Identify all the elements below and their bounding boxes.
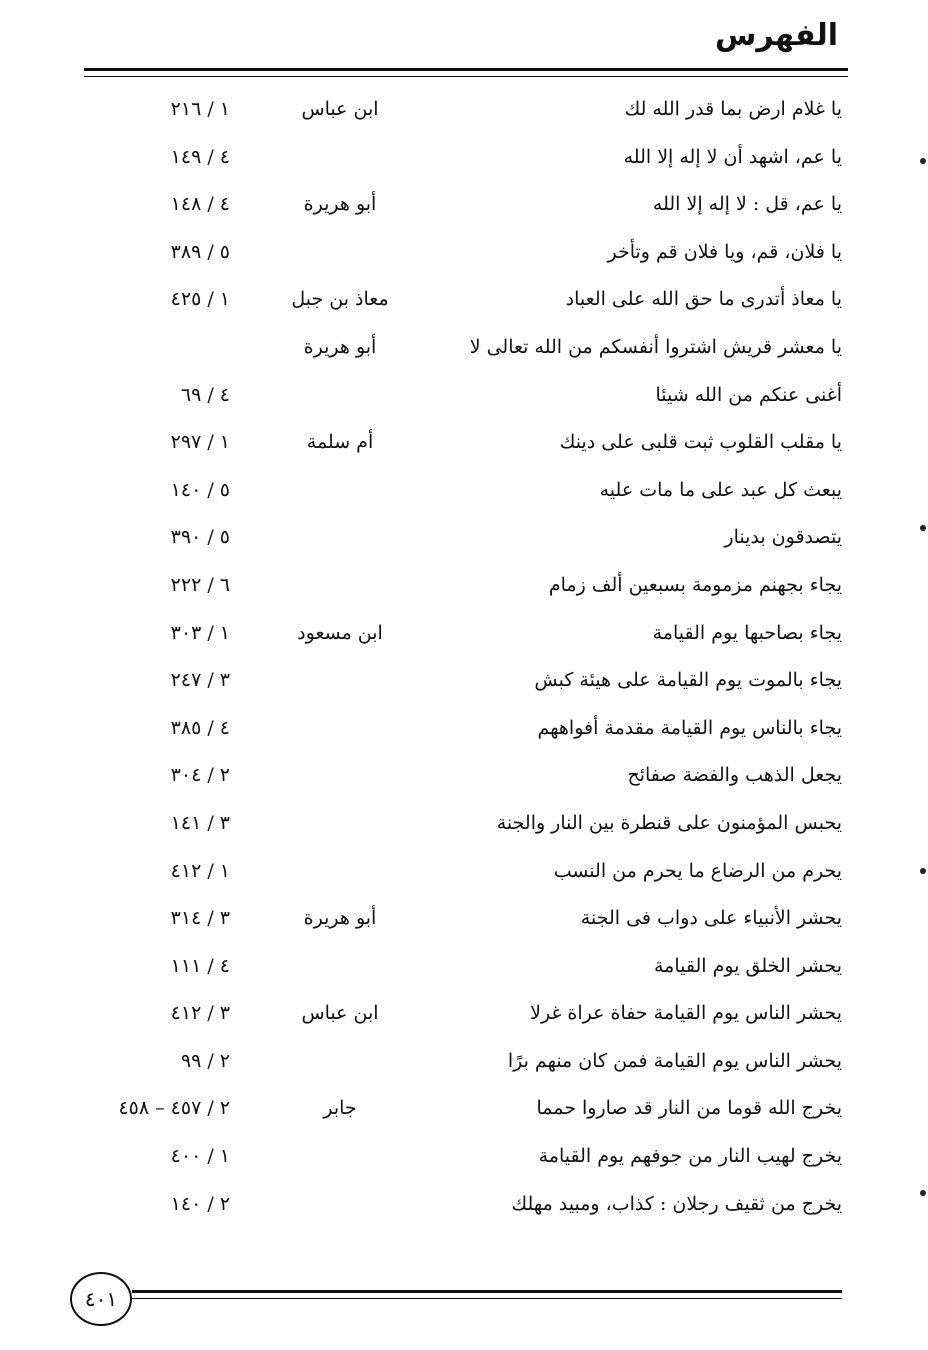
hadith-text: يا فلان، قم، ويا فلان قم وتأخر	[607, 240, 842, 263]
footer-rule-thick	[132, 1290, 842, 1293]
list-item	[60, 423, 850, 471]
list-item	[60, 947, 850, 995]
footer-rule-thin	[132, 1298, 842, 1299]
hadith-text: يا عم، اشهد أن لا إله إلا الله	[623, 145, 842, 168]
list-item	[60, 852, 850, 900]
list-item	[60, 185, 850, 233]
index-entries	[60, 90, 850, 1232]
hadith-text: يا عم، قل : لا إله إلا الله	[652, 193, 842, 216]
list-item	[60, 756, 850, 804]
volume-page-ref: ٤ / ١٤٩	[170, 145, 230, 168]
hadith-text: يا معاذ أتدرى ما حق الله على العباد	[565, 288, 842, 311]
hadith-text: يا غلام ارض بما قدر الله لك	[624, 98, 842, 120]
narrator: ابن عباس	[301, 98, 379, 120]
header-rule-thin	[84, 76, 848, 77]
hadith-text: يجاء بصاحبها يوم القيامة	[652, 621, 842, 644]
hadith-text: يبعث كل عبد على ما مات عليه	[599, 478, 842, 501]
volume-page-ref: ١ / ٤١٢	[170, 859, 230, 882]
list-item	[60, 1089, 850, 1137]
narrator: ابن عباس	[301, 1002, 379, 1025]
hadith-text: أغنى عنكم من الله شيئا	[655, 383, 842, 406]
list-item	[60, 518, 850, 566]
volume-page-ref: ١ / ٢١٦	[170, 98, 230, 120]
hadith-text: يجاء بالموت يوم القيامة على هيئة كبش	[534, 669, 842, 692]
list-item	[60, 1042, 850, 1090]
list-item	[60, 1137, 850, 1185]
list-item	[60, 709, 850, 757]
list-item	[60, 280, 850, 328]
hadith-text: يجعل الذهب والفضة صفائح	[627, 764, 842, 787]
list-item	[60, 471, 850, 519]
volume-page-ref: ٥ / ٣٨٩	[170, 240, 230, 263]
volume-page-ref: ١ / ٤٠٠	[170, 1145, 230, 1168]
list-item	[60, 138, 850, 186]
hadith-text: يحشر الخلق يوم القيامة	[653, 954, 842, 977]
volume-page-ref: ٣ / ٢٤٧	[170, 669, 230, 692]
volume-page-ref: ٤ / ٣٨٥	[170, 716, 230, 739]
volume-page-ref: ٤ / ١١١	[170, 954, 230, 977]
hadith-text: يخرج لهيب النار من جوفهم يوم القيامة	[538, 1145, 842, 1168]
volume-page-ref: ١ / ٢٩٧	[170, 431, 230, 454]
hadith-text: يحشر الأنبياء على دواب فى الجنة	[580, 907, 842, 930]
list-item	[60, 614, 850, 662]
header-rule-thick	[84, 68, 848, 71]
list-item	[60, 376, 850, 424]
volume-page-ref: ١ / ٣٠٣	[170, 621, 230, 644]
narrator: أبو هريرة	[303, 335, 377, 358]
hadith-text: يحشر الناس يوم القيامة فمن كان منهم برًا	[507, 1049, 842, 1072]
hadith-text: يحشر الناس يوم القيامة حفاة عراة غرلا	[530, 1002, 842, 1025]
page-number: ٤٠١	[70, 1272, 132, 1326]
volume-page-ref: ٢ / ٣٠٤	[170, 764, 230, 787]
hadith-text: يا مقلب القلوب ثبت قلبى على دينك	[559, 431, 842, 454]
page-title: الفهرس	[714, 18, 838, 53]
hadith-text: يخرج الله قوما من النار قد صاروا حمما	[536, 1097, 842, 1120]
hadith-text: يحرم من الرضاع ما يحرم من النسب	[553, 859, 842, 882]
volume-page-ref: ٦ / ٢٢٢	[170, 573, 230, 596]
hadith-text: يحبس المؤمنون على قنطرة بين النار والجنة	[496, 811, 842, 834]
list-item	[60, 566, 850, 614]
hadith-text: يجاء بجهنم مزمومة بسبعين ألف زمام	[548, 573, 842, 596]
list-item	[60, 233, 850, 281]
hadith-text: يا معشر قريش اشتروا أنفسكم من الله تعالى لا	[469, 335, 842, 358]
margin-mark	[920, 525, 926, 531]
margin-mark	[920, 1190, 926, 1196]
hadith-text: يتصدقون بدينار	[724, 526, 842, 549]
narrator: جابر	[323, 1097, 357, 1120]
margin-mark	[920, 158, 926, 164]
narrator: ابن مسعود	[297, 621, 383, 644]
narrator: أم سلمة	[306, 431, 374, 454]
narrator: أبو هريرة	[303, 907, 377, 930]
hadith-text: يخرج من ثقيف رجلان : كذاب، ومبيد مهلك	[511, 1192, 842, 1215]
volume-page-ref: ٢ / ٩٩	[180, 1049, 230, 1072]
list-item	[60, 804, 850, 852]
list-item	[60, 899, 850, 947]
hadith-text: يجاء بالناس يوم القيامة مقدمة أفواههم	[537, 716, 842, 739]
volume-page-ref: ٢ / ٤٥٧ – ٤٥٨	[118, 1097, 230, 1120]
volume-page-ref: ٣ / ٤١٢	[170, 1002, 230, 1025]
list-item	[60, 90, 850, 138]
narrator: أبو هريرة	[303, 193, 377, 216]
volume-page-ref: ٣ / ٣١٤	[170, 907, 230, 930]
list-item	[60, 994, 850, 1042]
volume-page-ref: ٤ / ٦٩	[180, 383, 230, 406]
volume-page-ref: ١ / ٤٢٥	[170, 288, 230, 311]
volume-page-ref: ٤ / ١٤٨	[170, 193, 230, 216]
volume-page-ref: ٣ / ١٤١	[170, 811, 230, 834]
list-item	[60, 328, 850, 376]
narrator: معاذ بن جبل	[291, 288, 389, 311]
list-item	[60, 1185, 850, 1233]
margin-mark	[920, 868, 926, 874]
list-item	[60, 661, 850, 709]
volume-page-ref: ٢ / ١٤٠	[170, 1192, 230, 1215]
volume-page-ref: ٥ / ١٤٠	[170, 478, 230, 501]
volume-page-ref: ٥ / ٣٩٠	[170, 526, 230, 549]
